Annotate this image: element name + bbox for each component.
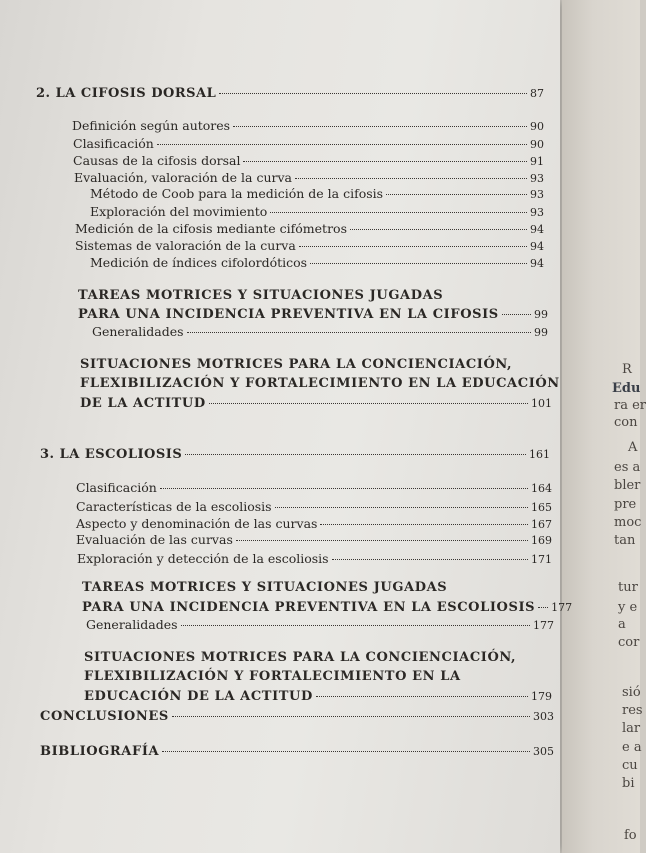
page-number: 93	[530, 172, 544, 185]
right-page-text: con	[614, 415, 638, 430]
chapter-title: 3. LA ESCOLIOSIS	[40, 447, 183, 462]
section-heading: CONCLUSIONES	[40, 709, 169, 724]
page-number: 93	[530, 188, 544, 201]
toc-entry	[72, 118, 544, 133]
dot-leader	[219, 93, 527, 94]
right-page-text: A	[628, 440, 638, 455]
dot-leader	[386, 194, 527, 195]
toc-section-situaciones-escoliosis	[84, 689, 552, 704]
section-heading: BIBLIOGRAFÍA	[40, 744, 160, 759]
toc-entry	[90, 255, 544, 270]
toc-entry	[73, 153, 544, 168]
toc-entry	[86, 617, 554, 632]
page-number: 91	[530, 155, 544, 168]
dot-leader	[295, 178, 527, 179]
toc-entry	[73, 136, 544, 151]
dot-leader	[502, 314, 531, 315]
dot-leader	[310, 263, 527, 264]
right-page-text: lar	[622, 721, 641, 736]
entry-label: Medición de la cifosis mediante cifómetros	[75, 221, 347, 236]
page-number: 87	[530, 87, 544, 100]
dot-leader	[350, 229, 527, 230]
dot-leader	[185, 454, 526, 455]
entry-label: Generalidades	[86, 617, 178, 632]
right-page-text: res	[622, 703, 643, 718]
entry-label: Exploración y detección de la escoliosis	[77, 551, 329, 566]
toc-section-situaciones-cifosis	[80, 396, 552, 411]
right-page-text: y e	[618, 600, 638, 615]
page-number: 90	[530, 138, 544, 151]
toc-entry	[92, 324, 548, 339]
dot-leader	[233, 126, 527, 127]
section-heading: SITUACIONES MOTRICES PARA LA CONCIENCIACIÓN,	[84, 650, 517, 665]
toc-entry	[76, 516, 552, 531]
dot-leader	[157, 144, 527, 145]
entry-label: Sistemas de valoración de la curva	[75, 238, 296, 253]
page-number: 99	[534, 308, 548, 321]
dot-leader	[316, 696, 528, 697]
toc-entry	[76, 499, 552, 514]
entry-label: Características de la escoliosis	[76, 499, 272, 514]
toc-entry	[76, 532, 552, 547]
page-number: 101	[531, 397, 552, 410]
dot-leader	[320, 524, 528, 525]
right-page-text: tan	[614, 533, 636, 548]
toc-entry	[77, 551, 552, 566]
section-heading: PARA UNA INCIDENCIA PREVENTIVA EN LA CIFOSIS	[78, 307, 499, 322]
dot-leader	[162, 751, 530, 752]
section-heading: EDUCACIÓN DE LA ACTITUD	[84, 689, 313, 704]
dot-leader	[299, 246, 527, 247]
dot-leader	[209, 403, 528, 404]
page-number: 94	[530, 240, 544, 253]
page-number: 161	[529, 448, 550, 461]
page-number: 164	[531, 482, 552, 495]
toc-section-tareas-escoliosis	[82, 600, 573, 615]
toc-conclusiones	[40, 709, 554, 724]
right-page-text: pre	[614, 497, 637, 512]
entry-label: Clasificación	[76, 480, 157, 495]
toc-section-tareas-cifosis	[78, 307, 548, 322]
dot-leader	[172, 716, 530, 717]
right-page-text: es a	[614, 460, 641, 475]
toc-entry	[75, 221, 544, 236]
dot-leader	[538, 607, 548, 608]
right-page-text: e a	[622, 740, 642, 755]
right-page-text: fo	[624, 828, 637, 843]
right-page-text: cor	[618, 635, 640, 650]
toc-chapter-3	[40, 447, 550, 462]
toc-entry	[90, 186, 544, 201]
dot-leader	[270, 212, 527, 213]
entry-label: Evaluación, valoración de la curva	[74, 170, 293, 185]
right-page-text: bler	[614, 478, 641, 493]
dot-leader	[332, 559, 528, 560]
toc-chapter-2	[36, 86, 544, 101]
toc-entry	[74, 170, 544, 185]
page-number: 171	[531, 553, 552, 566]
page-number: 177	[551, 601, 573, 614]
entry-label: Causas de la cifosis dorsal	[73, 153, 241, 168]
page-number: 99	[534, 326, 548, 339]
toc-entry	[76, 480, 552, 495]
dot-leader	[187, 332, 531, 333]
entry-label: Evaluación de las curvas	[76, 532, 233, 547]
section-heading: SITUACIONES MOTRICES PARA LA CONCIENCIACIÓN,	[80, 357, 513, 372]
right-page-text: bi	[622, 776, 635, 791]
entry-label: Clasificación	[73, 136, 154, 151]
entry-label: Método de Coob para la medición de la cifosis	[90, 186, 384, 201]
section-heading: DE LA ACTITUD	[80, 396, 206, 411]
page-number: 177	[533, 619, 554, 632]
dot-leader	[275, 507, 528, 508]
right-book-page	[562, 0, 646, 853]
section-heading: FLEXIBILIZACIÓN Y FORTALECIMIENTO EN LA EDUCACIÓN	[80, 376, 560, 391]
page-number: 165	[531, 501, 552, 514]
page-number: 167	[531, 518, 552, 531]
entry-label: Generalidades	[92, 324, 184, 339]
page-number: 169	[531, 534, 552, 547]
chapter-title: 2. LA CIFOSIS DORSAL	[36, 86, 217, 101]
toc-bibliografia	[40, 744, 554, 759]
page-number: 303	[533, 710, 554, 723]
page-number: 94	[530, 223, 544, 236]
right-page-text: Edu	[612, 381, 641, 396]
section-heading: FLEXIBILIZACIÓN Y FORTALECIMIENTO EN LA	[84, 669, 461, 684]
page-number: 93	[530, 206, 544, 219]
right-page-text: cu	[622, 758, 638, 773]
dot-leader	[243, 161, 527, 162]
right-page-text: moc	[614, 515, 642, 530]
dot-leader	[181, 625, 530, 626]
entry-label: Medición de índices cifolordóticos	[90, 255, 308, 270]
entry-label: Aspecto y denominación de las curvas	[76, 516, 318, 531]
entry-label: Definición según autores	[72, 118, 231, 133]
entry-label: Exploración del movimiento	[90, 204, 268, 219]
right-page-text: ra er	[614, 398, 646, 413]
right-page-text: R	[622, 362, 632, 377]
section-heading: PARA UNA INCIDENCIA PREVENTIVA EN LA ESCOLIOSIS	[82, 600, 536, 615]
dot-leader	[236, 540, 528, 541]
toc-entry	[75, 238, 544, 253]
page-number: 94	[530, 257, 544, 270]
right-page-text: a	[618, 617, 626, 632]
right-page-text: sió	[622, 685, 641, 700]
page-number: 179	[531, 690, 552, 703]
section-heading: TAREAS MOTRICES Y SITUACIONES JUGADAS	[78, 288, 444, 303]
page-number: 90	[530, 120, 544, 133]
dot-leader	[160, 488, 528, 489]
toc-entry	[90, 204, 544, 219]
section-heading: TAREAS MOTRICES Y SITUACIONES JUGADAS	[82, 580, 448, 595]
page-number: 305	[533, 745, 554, 758]
right-page-text: tur	[618, 580, 638, 595]
